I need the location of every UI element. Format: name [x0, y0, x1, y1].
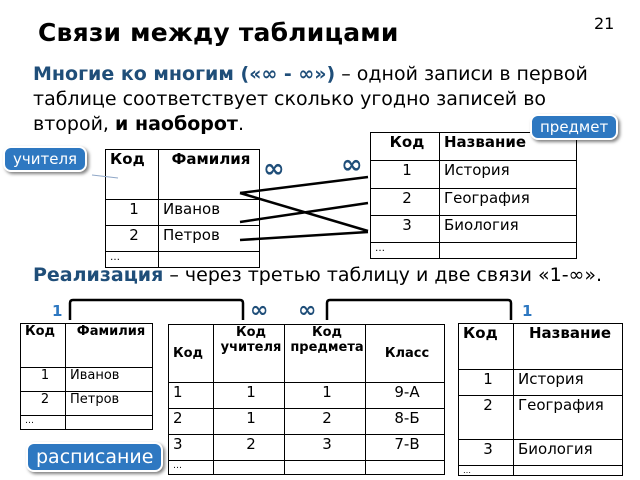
relation-bracket-teachers — [70, 300, 243, 320]
teachers-table-small — [20, 323, 153, 430]
table-row: … — [169, 461, 445, 475]
implementation-term: Реализация — [33, 264, 164, 286]
subjects-callout: предмет — [530, 114, 618, 140]
slide-title: Связи между таблицами — [38, 18, 399, 47]
col-header: Класс — [366, 325, 445, 383]
subjects-table-small — [458, 323, 623, 476]
link-line — [240, 203, 368, 222]
infinity-symbol: ∞ — [341, 150, 363, 180]
table-row: 1 Иванов — [106, 200, 260, 226]
table-row: 3 2 3 7-В — [169, 435, 445, 461]
table-row: 2 География — [371, 189, 577, 216]
table-row: 2 География — [459, 396, 623, 440]
teachers-callout: учителя — [3, 146, 87, 172]
implementation-paragraph — [33, 262, 633, 288]
table-row: … — [21, 416, 153, 430]
table-row: 2 1 2 8-Б — [169, 409, 445, 435]
table-row: … — [371, 243, 577, 259]
col-header: Код учителя — [214, 325, 285, 383]
infinity-symbol: ∞ — [263, 154, 285, 184]
definition-term: Многие ко многим («∞ - ∞») — [33, 63, 336, 85]
definition-text: – одной записи в первой таблице соответствует сколько угодно записей во второй, — [33, 63, 588, 135]
infinity-symbol: ∞ — [250, 298, 269, 323]
definition-emphasis: и наоборот — [115, 113, 238, 135]
table-row: 2 Петров — [21, 392, 153, 416]
relation-bracket-subjects — [327, 300, 511, 320]
schedule-table — [168, 324, 445, 475]
col-header: Код — [21, 324, 66, 368]
table-row: 1 История — [459, 370, 623, 396]
col-header: Название — [514, 324, 623, 370]
table-row: 1 1 1 9-А — [169, 383, 445, 409]
table-row: 3 Биология — [459, 440, 623, 466]
table-row: … — [106, 252, 260, 268]
table-row: … — [459, 466, 623, 476]
schedule-callout: расписание — [26, 442, 163, 472]
col-header: Код — [459, 324, 514, 370]
col-header: Код предмета — [285, 325, 366, 383]
definition-paragraph: Многие ко многим («∞ - ∞») – одной записи в первой таблице соответствует сколько угодно записей во второй, и наоборот. — [33, 63, 588, 135]
col-header: Фамилия — [66, 324, 153, 368]
col-header: Код — [106, 150, 159, 200]
infinity-symbol: ∞ — [298, 298, 317, 323]
table-row: 3 Биология — [371, 216, 577, 243]
table-row: 2 Петров — [106, 226, 260, 252]
table-row: 1 История — [371, 161, 577, 189]
col-header: Название — [440, 133, 577, 161]
link-line — [240, 232, 368, 240]
relation-one-label: 1 — [52, 302, 63, 320]
page-number: 21 — [594, 14, 615, 33]
col-header: Код — [169, 325, 214, 383]
relation-one-label: 1 — [522, 302, 533, 320]
col-header: Фамилия — [159, 150, 260, 200]
table-row: 1 Иванов — [21, 368, 153, 392]
col-header: Код — [371, 133, 440, 161]
implementation-text: – через третью таблицу и две связи «1-∞». — [163, 264, 603, 286]
